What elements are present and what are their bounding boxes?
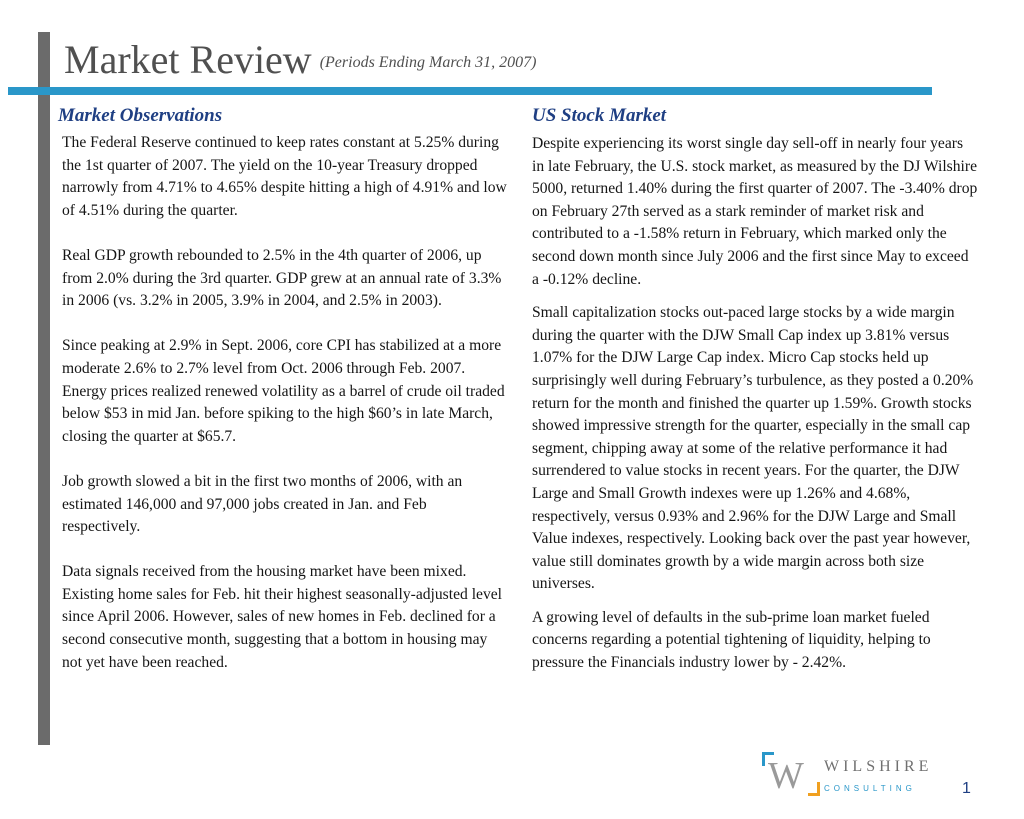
logo-bracket-bottom-right [808, 782, 820, 796]
paragraph: Since peaking at 2.9% in Sept. 2006, core CPI has stabilized at a more moderate 2.6% to 2.7% level from Oct. 2006 through Feb. 2007. Energy prices realized renewed volatility as a barrel of crude oil traded below $53 in mid Jan. before spiking to the high $60’s in late March, closing the quarter at $65.7. [62, 337, 505, 445]
left-accent-bar [38, 32, 50, 745]
paragraph: Despite experiencing its worst single day sell-off in nearly four years in late February, the U.S. stock market, as measured by the DJ Wilshire 5000, returned 1.40% during the first quarter of 2007. The -3.40% drop on February 27th served as a stark reminder of market risk and contributed to a -1.58% return in February, which marked only the second down month since July 2006 and the first since May to exceed a -0.12% decline. [532, 135, 978, 288]
market-observations-body [58, 132, 508, 674]
page-number: 1 [962, 780, 971, 797]
page-title-main: Market Review [64, 37, 312, 82]
us-stock-market-column [532, 104, 978, 686]
us-stock-market-body [532, 133, 978, 675]
logo-tagline: CONSULTING [824, 784, 916, 793]
logo-brand-name: WILSHIRE [824, 758, 933, 775]
paragraph: Small capitalization stocks out-paced large stocks by a wide margin during the quarter with the DJW Small Cap index up 3.81% versus 1.07% for the DJW Large Cap index. Micro Cap stocks held up surprisingly well during February’s turbulence, as they posted a 0.20% return for the month and finished the quarter up 1.59%. Growth stocks showed impressive strength for the quarter, especially in the small cap segment, chipping away at some of the relative performance it had surrendered to value stocks in recent years. For the quarter, the DJW Large and Small Growth indexes were up 1.26% and 4.68%, respectively, versus 0.93% and 2.96% for the DJW Large and Small Value indexes, respectively. Looking back over the past year however, value still dominates growth by a wide margin across both size universes. [532, 304, 974, 593]
page-title-subtitle: (Periods Ending March 31, 2007) [319, 54, 537, 71]
paragraph: Real GDP growth rebounded to 2.5% in the 4th quarter of 2006, up from 2.0% during the 3rd quarter. GDP grew at an annual rate of 3.3% in 2006 (vs. 3.2% in 2005, 3.9% in 2004, and 2.5% in 2003). [62, 246, 502, 310]
page-title [64, 37, 537, 82]
logo-letter: W [768, 755, 804, 797]
market-observations-heading: Market Observations [58, 105, 223, 126]
market-observations-column [58, 104, 508, 697]
wilshire-consulting-logo [760, 752, 960, 798]
us-stock-market-heading: US Stock Market [532, 105, 667, 126]
paragraph: Job growth slowed a bit in the first two months of 2006, with an estimated 146,000 and 97,000 jobs created in Jan. and Feb respectively. [62, 472, 463, 536]
paragraph: A growing level of defaults in the sub-prime loan market fueled concerns regarding a potential tightening of liquidity, helping to pressure the Financials industry lower by - 2.42%. [532, 608, 931, 672]
title-rule [8, 87, 932, 95]
paragraph: The Federal Reserve continued to keep rates constant at 5.25% during the 1st quarter of 2007. The yield on the 10-year Treasury dropped narrowly from 4.71% to 4.65% despite hitting a high of 4.91% and low of 4.51% during the quarter. [62, 134, 507, 219]
paragraph: Data signals received from the housing market have been mixed. Existing home sales for Feb. hit their highest seasonally-adjusted level since April 2006. However, sales of new homes in Feb. declined for a second consecutive month, suggesting that a bottom in housing may not yet have been reached. [62, 563, 502, 671]
